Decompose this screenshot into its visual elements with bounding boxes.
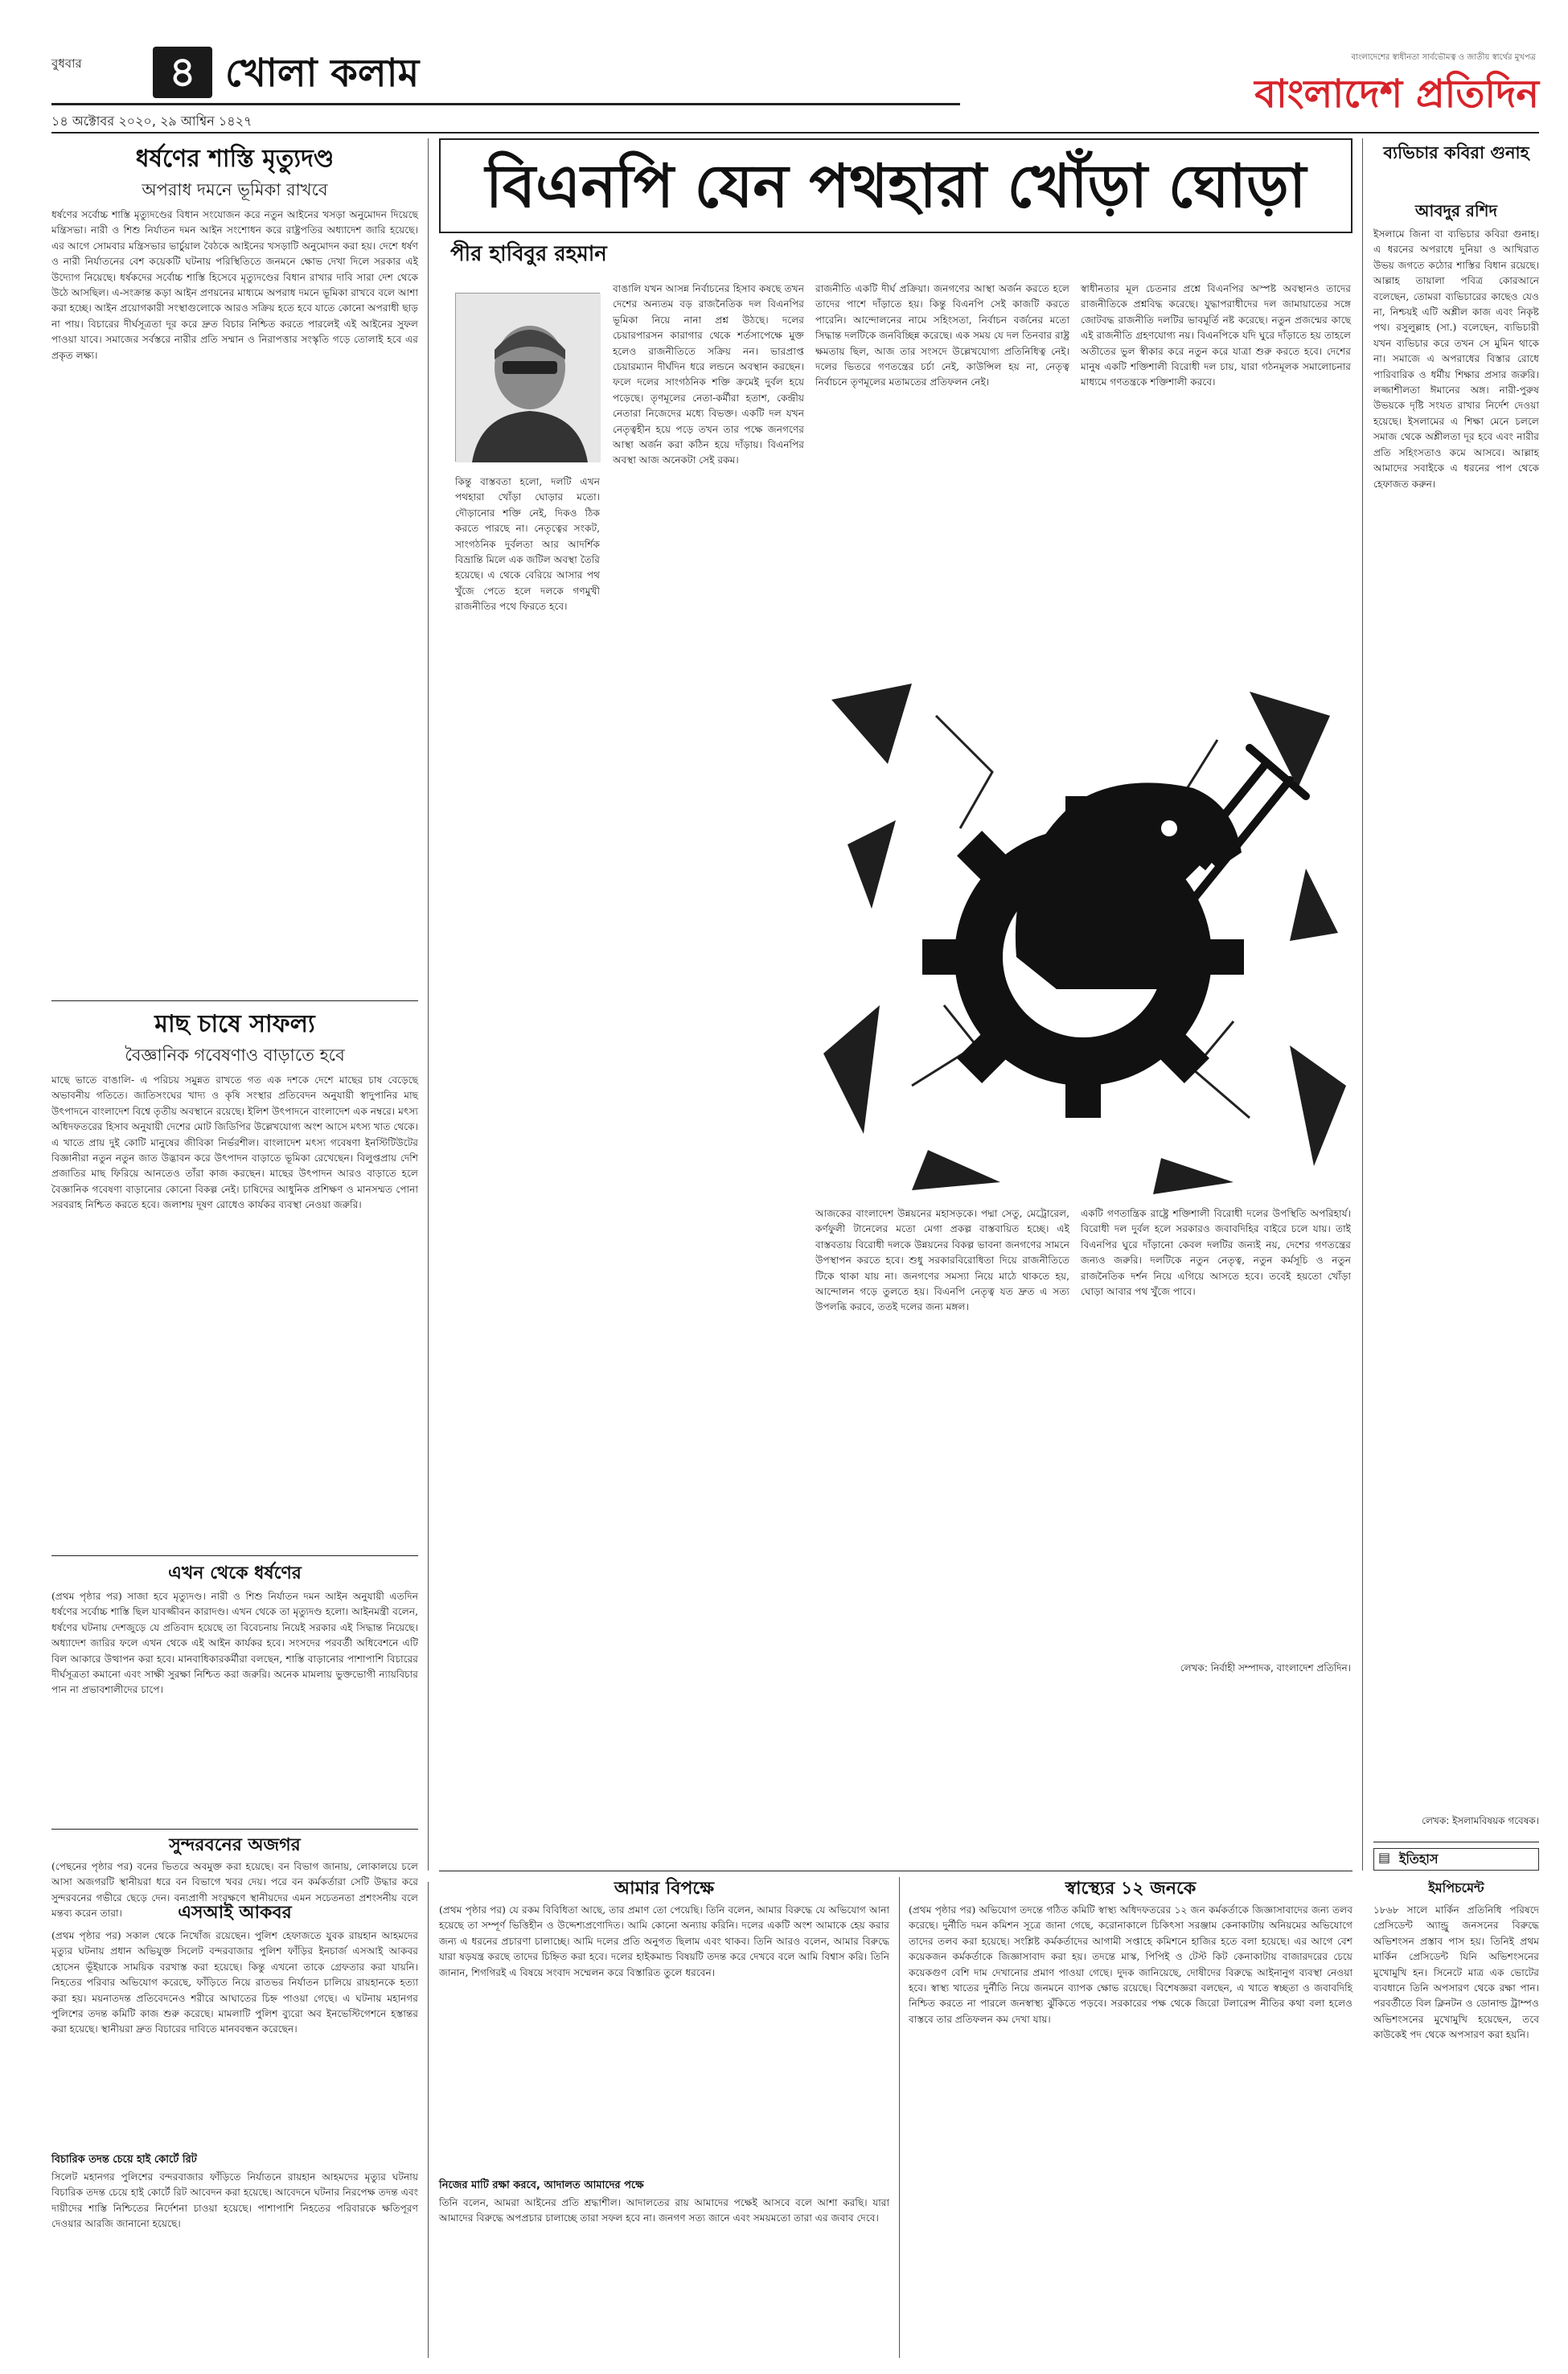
author-name: পীর হাবিবুর রহমান [450,242,607,266]
book-icon: ▤ [1378,1850,1391,1865]
brand-tagline: বাংলাদেশের স্বাধীনতা সার্বভৌমত্ব ও জাতীয় স্বার্থের মুখপত্র [1351,53,1536,62]
history-title: ইমপিচমেন্ট [1428,1880,1484,1896]
masthead-rule [51,103,960,105]
sidebar-body: ইসলামে জিনা বা ব্যভিচার কবিরা গুনাহ। এ ধরনের অপরাধে দুনিয়া ও আখিরাত উভয় জগতে কঠোর শাস্তির বিধান রয়েছে। আল্লাহ তায়ালা পবিত্র কোরআনে বলেছেন, তোমরা ব্যভিচারের কাছেও যেও না, নিশ্চয়ই এটি অশ্লীল কাজ এবং নিকৃষ্ট পথ। রসুলুল্লাহ (সা.) বলেছেন, ব্যভিচারী যখন ব্যভিচার করে তখন সে মুমিন থাকে না। সমাজে এ অপরাধের বিস্তার রোধে পারিবারিক ও ধর্মীয় শিক্ষার প্রসার জরুরি। লজ্জাশীলতা ঈমানের অঙ্গ। নারী-পুরুষ উভয়কে দৃষ্টি সংযত রাখার নির্দেশ দেওয়া হয়েছে। ইসলামের এ শিক্ষা মেনে চললে সমাজ থেকে অশ্লীলতা দূর হবে এবং নারীর প্রতি সহিংসতাও কমে আসবে। আল্লাহ আমাদের সবাইকে এ ধরনের পাপ থেকে হেফাজত করুন। [1373,228,1539,490]
story-body: (প্রথম পৃষ্ঠার পর) অভিযোগ তদন্তে গঠিত কমিটি স্বাস্থ্য অধিদফতরের ১২ জন কর্মকর্তাকে জিজ্ঞাসাবাদের জন্য তলব করেছে। দুর্নীতি দমন কমিশন সূত্রে জানা গেছে, করোনাকালে চিকিৎসা সরঞ্জাম কেনাকাটায় অনিয়মের অভিযোগে তাদের তলব করা হয়েছে। সংশ্লিষ্ট কর্মকর্তাদের আগামী সপ্তাহে কমিশনে হাজির হতে বলা হয়েছে। এর আগে বেশ কয়েকজন কর্মকর্তাকে জিজ্ঞাসাবাদ করা হয়। তদন্তে মাস্ক, পিপিই ও টেস্ট কিট কেনাকাটায় বাজারদরের চেয়ে কয়েকগুণ বেশি দাম দেখানোর প্রমাণ পাওয়া গেছে। দুদক জানিয়েছে, দোষীদের বিরুদ্ধে আইনানুগ ব্যবস্থা নেওয়া হবে। স্বাস্থ্য খাতের দুর্নীতি নিয়ে জনমনে ব্যাপক ক্ষোভ রয়েছে। বিশেষজ্ঞরা বলছেন, এ খাতে স্বচ্ছতা ও জবাবদিহি নিশ্চিত করতে না পারলে জনস্বাস্থ্য ঝুঁকিতে পড়বে। সরকারের পক্ষ থেকে জিরো টলারেন্স নীতির কথা বলা হলেও বাস্তবে তার প্রতিফলন কম দেখা যায়। [909,1904,1353,2025]
history-label: ইতিহাস [1399,1851,1439,1867]
story-body: (প্রথম পৃষ্ঠার পর) সকাল থেকে নিখোঁজ রয়েছেন। পুলিশ হেফাজতে যুবক রায়হান আহমদের মৃত্যুর ঘটনায় প্রধান অভিযুক্ত সিলেট বন্দরবাজার পুলিশ ফাঁড়ির ইনচার্জ এসআই আকবর হোসেন ভূঁইয়াকে সাময়িক বরখাস্ত করা হয়েছে। কিন্তু এখনো তাকে গ্রেফতার করা যায়নি। নিহতের পরিবার অভিযোগ করেছে, ফাঁড়িতে নিয়ে রাতভর নির্যাতন চালিয়ে রায়হানকে হত্যা করা হয়। ময়নাতদন্ত প্রতিবেদনেও শরীরে আঘাতের চিহ্ন পাওয়া গেছে। এ ঘটনায় মহানগর পুলিশের তদন্ত কমিটি কাজ শুরু করেছে। মামলাটি পুলিশ ব্যুরো অব ইনভেস্টিগেশনে হস্তান্তর করা হয়েছে। স্থানীয়রা দ্রুত বিচারের দাবিতে মানববন্ধন করেছেন। [51,1930,418,2035]
story-body-2: সিলেট মহানগর পুলিশের বন্দরবাজার ফাঁড়িতে নির্যাতনে রায়হান আহমদের মৃত্যুর ঘটনায় বিচারিক তদন্ত চেয়ে হাই কোর্টে রিট আবেদন করা হয়েছে। আবেদনে ঘটনার নিরপেক্ষ তদন্ত এবং দায়ীদের শাস্তি নিশ্চিতের নির্দেশনা চাওয়া হয়েছে। পাশাপাশি নিহতের পরিবারকে ক্ষতিপূরণ দেওয়ার আরজি জানানো হয়েছে। [51,2171,418,2230]
lead-body-col1b: কিন্তু বাস্তবতা হলো, দলটি এখন পথহারা খোঁড়া ঘোড়ার মতো। দৌড়ানোর শক্তি নেই, দিকও ঠিক করতে পারছে না। নেতৃত্বের সংকট, সাংগঠনিক দুর্বলতা আর আদর্শিক বিভ্রান্তি মিলে এক জটিল অবস্থা তৈরি হয়েছে। এ থেকে বেরিয়ে আসার পথ খুঁজে পেতে হলে দলকে গণমুখী রাজনীতির পথে ফিরতে হবে। [455,476,600,613]
author-photo [455,293,600,462]
lead-body-col2: রাজনীতি একটি দীর্ঘ প্রক্রিয়া। জনগণের আস্থা অর্জন করতে হলে তাদের পাশে দাঁড়াতে হয়। কিন্তু বিএনপি সেই কাজটি করতে পারেনি। আন্দোলনের নামে সহিংসতা, নির্বাচন বর্জনের মতো সিদ্ধান্ত দলটিকে জনবিচ্ছিন্ন করেছে। এক সময় যে দল তিনবার রাষ্ট্র ক্ষমতায় ছিল, আজ তার সংসদে উল্লেখযোগ্য প্রতিনিধিত্ব নেই। দলের ভিতরে গণতন্ত্রের চর্চা নেই, কাউন্সিল হয় না, নেতৃত্ব নির্বাচনে তৃণমূলের মতামতের প্রতিফলন নেই। [815,283,1069,388]
sidebar-footer: লেখক: ইসলামবিষয়ক গবেষক। [1422,1815,1539,1826]
broken-horse-gear-illustration [815,667,1351,1198]
editorial-body: ধর্ষণের সর্বোচ্চ শাস্তি মৃত্যুদণ্ডের বিধান সংযোজন করে নতুন আইনের খসড়া অনুমোদন দিয়েছে মন্ত্রিসভা। নারী ও শিশু নির্যাতন দমন আইন সংশোধন করে রাষ্ট্রপতির অধ্যাদেশ জারি হয়েছে। এর আগে সোমবার মন্ত্রিসভার ভার্চুয়াল বৈঠকে আইনের খসড়াটি অনুমোদন করা হয়। দেশে ধর্ষণ ও নারী নির্যাতনের বেশ কয়েকটি ঘটনায় পরিস্থিতিতে জনমনে ক্ষোভ দেখা দিলে সরকার এই উদ্যোগ নিয়েছে। ধর্ষকদের সর্বোচ্চ শাস্তি হিসেবে মৃত্যুদণ্ডের বিধান রাখার দাবি সারা দেশ থেকে উঠে আসছিল। এ-সংক্রান্ত কড়া আইন প্রণয়নের মাধ্যমে অপরাধ দমনে ভূমিকা রাখবে বলে আশা করা হচ্ছে। আইন প্রয়োগকারী সংস্থাগুলোকে আরও সক্রিয় হতে হবে যাতে কোনো অপরাধী ছাড় না পায়। বিচারের দীর্ঘসূত্রতা দূর করে দ্রুত বিচার নিশ্চিত করতে পারলেই এই আইনের সুফল পাওয়া যাবে। সমাজের সর্বস্তরে নারীর প্রতি সম্মান ও নিরাপত্তার সংস্কৃতি গড়ে তোলাই হবে এর প্রকৃত লক্ষ্য। [51,209,418,361]
masthead-bottom-rule [51,132,1539,133]
lead-body-col3: স্বাধীনতার মূল চেতনার প্রশ্নে বিএনপির অস্পষ্ট অবস্থানও তাদের রাজনীতিকে প্রশ্নবিদ্ধ করেছে। যুদ্ধাপরাধীদের দল জামায়াতের সঙ্গে জোটবদ্ধ রাজনীতি দলটির ভাবমূর্তি নষ্ট করেছে। নতুন প্রজন্মের কাছে এই রাজনীতি গ্রহণযোগ্য নয়। বিএনপিকে যদি ঘুরে দাঁড়াতে হয় তাহলে অতীতের ভুল স্বীকার করে নতুন করে যাত্রা শুরু করতে হবে। দেশের মানুষ একটি শক্তিশালী বিরোধী দল চায়, যারা গঠনমূলক সমালোচনার মাধ্যমে গণতন্ত্রকে শক্তিশালী করবে। [1081,283,1351,388]
section-title: খোলা কলাম [225,51,420,96]
sidebar-author: আবদুর রশিদ [1415,201,1497,220]
author-portrait-icon [456,294,601,462]
editorial-title: ধর্ষণের শাস্তি মৃত্যুদণ্ড [135,145,335,173]
column-divider [899,1877,900,2358]
lead-illustration [815,667,1351,1198]
page-number: ৪ [169,48,196,97]
editorial-subtitle: বৈজ্ঞানিক গবেষণাও বাড়াতে হবে [125,1045,345,1065]
masthead-day: বুধবার [51,56,82,71]
story-subhead: নিজের মাটি রক্ষা করবে, আদালত আমাদের পক্ষে [439,2179,644,2191]
lead-body-bottom-1: আজকের বাংলাদেশ উন্নয়নের মহাসড়কে। পদ্মা সেতু, মেট্রোরেল, কর্ণফুলী টানেলের মতো মেগা প্রকল্প বাস্তবায়িত হচ্ছে। এই বাস্তবতায় বিরোধী দলকে উন্নয়নের বিকল্প ভাবনা জনগণের সামনে উপস্থাপন করতে হবে। শুধু সরকারবিরোধিতা দিয়ে রাজনীতিতে টিকে থাকা যায় না। জনগণের সমস্যা নিয়ে মাঠে থাকতে হয়, আন্দোলন গড়ে তুলতে হয়। বিএনপি নেতৃত্ব যত দ্রুত এ সত্য উপলব্ধি করবে, ততই দলের জন্য মঙ্গল। [815,1208,1069,1313]
history-label-box [1373,1848,1539,1871]
column-divider [1362,138,1363,1871]
story-body: (প্রথম পৃষ্ঠার পর) যে রকম বিবিধিতা আছে, তার প্রমাণ তো পেয়েছি। তিনি বলেন, আমার বিরুদ্ধে যে অভিযোগ আনা হয়েছে তা সম্পূর্ণ ভিত্তিহীন ও উদ্দেশ্যপ্রণোদিত। আমি কোনো অন্যায় করিনি। দলের একটি অংশ আমাকে হেয় করার জন্য এ ধরনের প্রচারণা চালাচ্ছে। আমি দলের প্রতি অনুগত ছিলাম এবং থাকব। তিনি আরও বলেন, আমার বিরুদ্ধে যারা ষড়যন্ত্র করছে তাদের চিহ্নিত করা হবে। দলের হাইকমান্ড বিষয়টি তদন্ত করে দেখবে বলে আমি বিশ্বাস করি। তিনি জানান, শিগগিরই এ বিষয়ে সংবাদ সম্মেলন করে বিস্তারিত তুলে ধরবেন। [439,1904,889,1978]
lead-body-bottom-2: একটি গণতান্ত্রিক রাষ্ট্রে শক্তিশালী বিরোধী দলের উপস্থিতি অপরিহার্য। বিরোধী দল দুর্বল হলে সরকারও জবাবদিহির বাইরে চলে যায়। তাই বিএনপির ঘুরে দাঁড়ানো কেবল দলটির জন্যই নয়, দেশের গণতন্ত্রের জন্যও জরুরি। দলটিকে নতুন নেতৃত্ব, নতুন কর্মসূচি ও নতুন রাজনৈতিক দর্শন নিয়ে এগিয়ে আসতে হবে। তবেই হয়তো খোঁড়া ঘোড়া আবার পথ খুঁজে পাবে। [1081,1208,1351,1298]
editorial-subtitle: অপরাধ দমনে ভূমিকা রাখবে [142,180,328,199]
lead-body-col1: বাঙালি যখন আসন্ন নির্বাচনের হিসাব কষছে তখন দেশের অন্যতম বড় রাজনৈতিক দল বিএনপির ভূমিকা নিয়ে নানা প্রশ্ন উঠছে। দলের চেয়ারপারসন কারাগার থেকে শর্তসাপেক্ষে মুক্ত হলেও রাজনীতিতে সক্রিয় নন। ভারপ্রাপ্ত চেয়ারম্যান দীর্ঘদিন ধরে লন্ডনে অবস্থান করছেন। ফলে দলের সাংগঠনিক শক্তি ক্রমেই দুর্বল হয়ে পড়েছে। তৃণমূলের নেতা-কর্মীরা হতাশ, কেন্দ্রীয় নেতারা নিজেদের মধ্যে বিভক্ত। একটি দল যখন নেতৃত্বহীন হয়ে পড়ে তখন তার পক্ষে জনগণের আস্থা অর্জন করা কঠিন হয়ে দাঁড়ায়। বিএনপির অবস্থা আজ অনেকটা সেই রকম। [613,283,804,466]
story-title: এসআই আকবর [178,1903,292,1923]
separator [51,1555,418,1556]
lead-headline: বিএনপি যেন পথহারা খোঁড়া ঘোড়া [485,152,1307,221]
story-subhead: বিচারিক তদন্ত চেয়ে হাই কোর্টে রিট [51,2154,197,2166]
masthead-date: ১৪ অক্টোবর ২০২০, ২৯ আশ্বিন ১৪২৭ [51,113,252,129]
story-title: স্বাস্থ্যের ১২ জনকে [1065,1879,1197,1899]
editorial-body: মাছে ভাতে বাঙালি- এ পরিচয় সমুন্নত রাখতে গত এক দশকে দেশে মাছের চাষ বেড়েছে অভাবনীয় গতিতে। জাতিসংঘের খাদ্য ও কৃষি সংস্থার প্রতিবেদন অনুযায়ী স্বাদুপানির মাছ উৎপাদনে বাংলাদেশ বিশ্বে তৃতীয় অবস্থানে রয়েছে। ইলিশ উৎপাদনে বাংলাদেশ এক নম্বরে। মৎস্য অধিদফতরের হিসাব অনুযায়ী দেশের মোট জিডিপির উল্লেখযোগ্য অংশ আসে মৎস্য খাত থেকে। এ খাতে প্রায় দুই কোটি মানুষের জীবিকা নির্ভরশীল। বাংলাদেশ মৎস্য গবেষণা ইনস্টিটিউটের বিজ্ঞানীরা নতুন নতুন জাত উদ্ভাবন করে উৎপাদন বাড়াতে ভূমিকা রেখেছেন। বিলুপ্তপ্রায় দেশি প্রজাতির মাছ ফিরিয়ে আনতেও তাঁরা কাজ করছেন। মাছের উৎপাদন আরও বাড়াতে হলে বৈজ্ঞানিক গবেষণা বাড়ানোর কোনো বিকল্প নেই। চাষিদের আধুনিক প্রশিক্ষণ ও মানসম্মত পোনা সরবরাহ নিশ্চিত করতে হবে। জলাশয় দূষণ রোধেও কার্যকর ব্যবস্থা নেওয়া জরুরি। [51,1074,418,1211]
story-title: এখন থেকে ধর্ষণের [168,1563,302,1583]
separator [51,1000,418,1001]
sidebar-title: ব্যভিচার কবিরা গুনাহ [1383,143,1529,162]
story-title: আমার বিপক্ষে [614,1879,715,1899]
story-body-2: তিনি বলেন, আমরা আইনের প্রতি শ্রদ্ধাশীল। আদালতের রায় আমাদের পক্ষেই আসবে বলে আশা করছি। যারা আমাদের বিরুদ্ধে অপপ্রচার চালাচ্ছে তারা সফল হবে না। জনগণ সত্য জানে এবং সময়মতো তারা এর জবাব দেবে। [439,2197,889,2224]
editorial-title: মাছ চাষে সাফল্য [154,1010,315,1038]
story-body: (পেছনের পৃষ্ঠার পর) বনের ভিতরে অবমুক্ত করা হয়েছে। বন বিভাগ জানায়, লোকালয়ে চলে আসা অজগরটি স্থানীয়রা ধরে বন বিভাগে খবর দেয়। পরে বন কর্মকর্তারা সেটি উদ্ধার করে সুন্দরবনের গভীরে ছেড়ে দেন। বন্যপ্রাণী সংরক্ষণে স্থানীয়দের এমন সচেতনতা প্রশংসনীয় বলে মন্তব্য করেন তারা। [51,1861,418,1920]
lead-footer: লেখক: নির্বাহী সম্পাদক, বাংলাদেশ প্রতিদিন। [1180,1662,1351,1674]
separator [51,1829,418,1830]
story-title: সুন্দরবনের অজগর [169,1835,301,1855]
column-divider [428,138,429,1871]
history-body: ১৮৬৮ সালে মার্কিন প্রতিনিধি পরিষদে প্রেসিডেন্ট অ্যান্ড্রু জনসনের বিরুদ্ধে অভিশংসন প্রস্তাব পাস হয়। তিনিই প্রথম মার্কিন প্রেসিডেন্ট যিনি অভিশংসনের মুখোমুখি হন। সিনেটে মাত্র এক ভোটের ব্যবধানে তিনি অপসারণ থেকে রক্ষা পান। পরবর্তীতে বিল ক্লিনটন ও ডোনাল্ড ট্রাম্পও অভিশংসনের মুখোমুখি হয়েছেন, তবে কাউকেই পদ থেকে অপসারণ করা হয়নি। [1373,1904,1539,2041]
story-body: (প্রথম পৃষ্ঠার পর) সাজা হবে মৃত্যুদণ্ড। নারী ও শিশু নির্যাতন দমন আইন অনুযায়ী এতদিন ধর্ষণের সর্বোচ্চ শাস্তি ছিল যাবজ্জীবন কারাদণ্ড। এখন থেকে তা মৃত্যুদণ্ড হলো। আইনমন্ত্রী বলেন, ধর্ষণের ঘটনায় দেশজুড়ে যে প্রতিবাদ হয়েছে তা বিবেচনায় নিয়েই সরকার এই সিদ্ধান্ত নিয়েছে। অধ্যাদেশ জারির ফলে এখন থেকে এই আইন কার্যকর হবে। সংসদের পরবর্তী অধিবেশনে এটি বিল আকারে উত্থাপন করা হবে। মানবাধিকারকর্মীরা বলছেন, শাস্তি বাড়ানোর পাশাপাশি বিচারের দীর্ঘসূত্রতা কমানো এবং সাক্ষী সুরক্ষা নিশ্চিত করা জরুরি। অনেক মামলায় ভুক্তভোগী ন্যায়বিচার পান না প্রভাবশালীদের চাপে। [51,1591,418,1696]
column-divider [428,1882,429,2358]
brand-logo: বাংলাদেশ প্রতিদিন [1254,72,1539,117]
